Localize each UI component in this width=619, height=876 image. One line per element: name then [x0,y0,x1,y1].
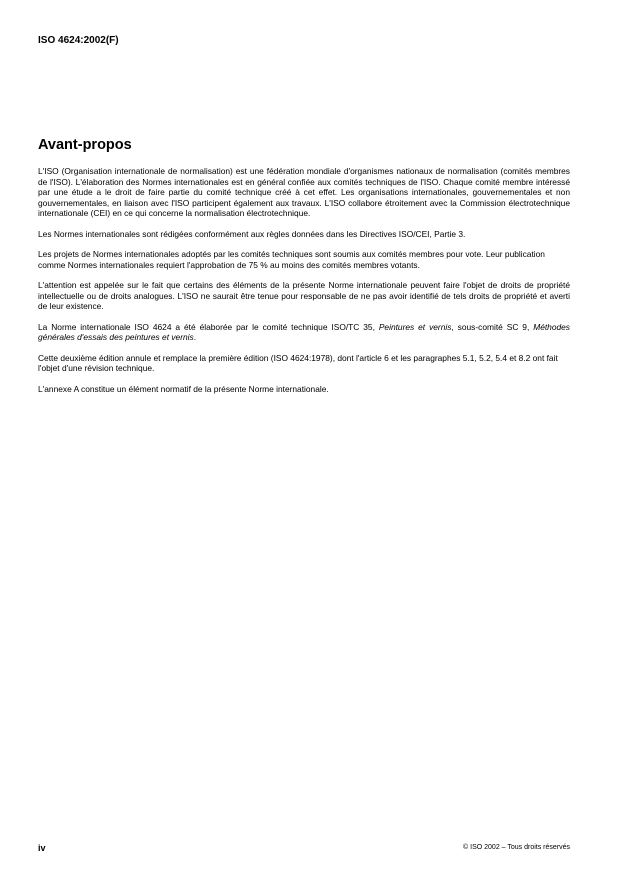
paragraph-technical-committee [38,322,570,343]
document-id-header: ISO 4624:2002(F) [38,35,119,46]
tc-text-part3: . [193,332,197,342]
paragraph-annex: L'annexe A constitue un élément normatif de la présente Norme internationale. [38,383,329,394]
page-footer [38,843,570,855]
page-number: iv [38,843,46,853]
paragraph-patent-rights: L'attention est appelée sur le fait que certains des éléments de la présente Norme internationale peuvent faire l'objet de droits de propriété intellectuelle ou de droits analogues. L'ISO ne saurait être tenue pour responsable de ne pas avoir identifié de tels droits de propriété et averti de leur existence. [38,280,570,311]
paragraph-iso-organisation: L'ISO (Organisation internationale de normalisation) est une fédération mondiale d'organismes nationaux de normalisation (comités membres de l'ISO). L'élaboration des Normes internationales est en général confiée aux comités techniques de l'ISO. Chaque comité membre intéressé par une étude a le droit de faire partie du comité technique créé à cet effet. Les organisations internationales, gouvernementales et non gouvernementales, en liaison avec l'ISO participent également aux travaux. L'ISO collabore étroitement avec la Commission électrotechnique internationale (CEI) en ce qui concerne la normalisation électrotechnique. [38,166,570,218]
tc-text-part1: La Norme internationale ISO 4624 a été élaborée par le comité technique ISO/TC 35, [38,321,379,332]
tc-text-part2: , sous-comité SC 9, [451,321,534,332]
paragraph-voting: Les projets de Normes internationales adoptés par les comités techniques sont soumis aux comités membres pour vote. Leur publication comme Normes internationales requiert l'approbation de 75 % au moins des comités membres votants. [38,249,545,270]
tc-name-italic: Peintures et vernis [378,321,452,332]
copyright-notice: © ISO 2002 – Tous droits réservés [463,844,570,851]
paragraph-edition: Cette deuxième édition annule et remplace la première édition (ISO 4624:1978), dont l'article 6 et les paragraphes 5.1, 5.2, 5.4 et 8.2 ont fait l'objet d'une révision technique. [38,352,558,373]
foreword-body [38,166,570,404]
section-title: Avant-propos [38,137,132,153]
subcommittee-name-italic: Méthodes générales d'essais des peintures et vernis [38,321,570,342]
paragraph-directives: Les Normes internationales sont rédigées conformément aux règles données dans les Directives ISO/CEI, Partie 3. [38,228,466,239]
